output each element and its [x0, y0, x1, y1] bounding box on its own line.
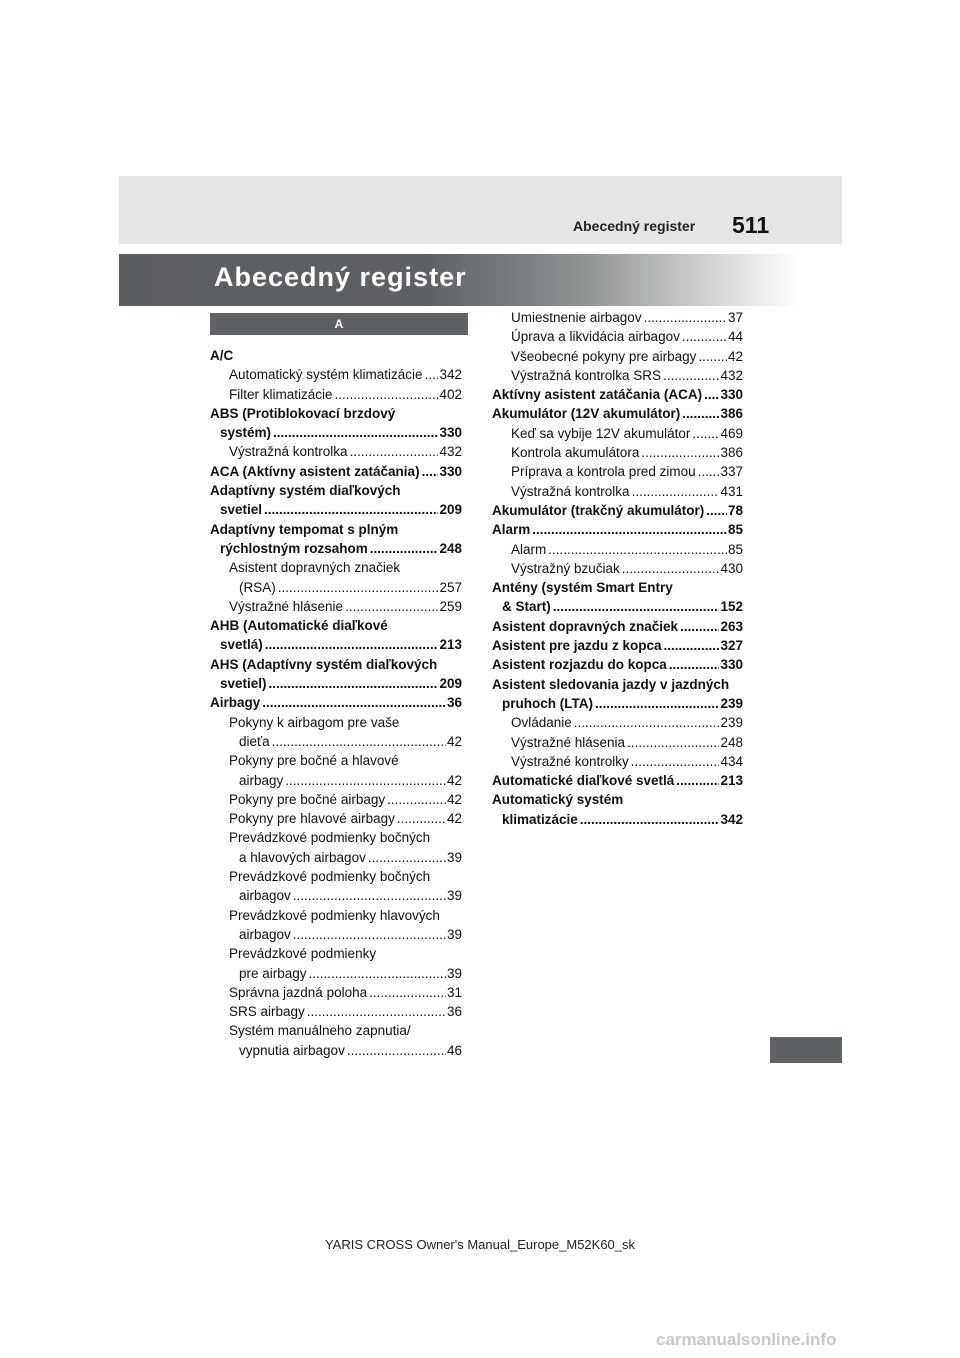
- dot-leader: [368, 848, 446, 867]
- dot-leader: [692, 424, 719, 443]
- index-entry-text: a hlavových airbagov: [239, 848, 367, 867]
- index-entry-text: Automatický systém klimatizácie: [229, 365, 424, 384]
- dot-leader: [704, 385, 719, 404]
- dot-leader: [698, 347, 727, 366]
- index-entry: [210, 751, 462, 770]
- index-entry-page: 36: [446, 695, 462, 711]
- index-entry-page: 239: [720, 695, 743, 711]
- index-entry: [492, 771, 743, 790]
- index-entry: [492, 713, 743, 732]
- index-entry-text: Výstražná kontrolka SRS: [511, 366, 662, 385]
- index-entry-text: Akumulátor (12V akumulátor): [492, 404, 681, 423]
- index-column-left: [210, 346, 462, 1060]
- index-entry-page: 402: [439, 386, 462, 402]
- index-entry-text: (RSA): [239, 578, 277, 597]
- index-entry-page: 209: [439, 502, 462, 518]
- index-entry-page: 213: [439, 637, 462, 653]
- index-entry: [210, 616, 462, 635]
- index-entry-text: systém): [220, 423, 272, 442]
- index-entry-text: ABS (Protiblokovací brzdový: [210, 405, 396, 421]
- index-entry: [492, 404, 743, 423]
- index-entry-page: 430: [720, 560, 743, 576]
- index-entry: [492, 675, 743, 694]
- dot-leader: [264, 500, 438, 519]
- index-entry-text: dieťa: [239, 732, 271, 751]
- index-entry-page: 434: [720, 753, 743, 769]
- index-entry-page: 432: [720, 367, 743, 383]
- index-entry: [210, 404, 462, 423]
- dot-leader: [347, 1041, 446, 1060]
- index-entry: [210, 983, 462, 1002]
- dot-leader: [309, 964, 446, 983]
- index-entry-text: Výstražná kontrolka: [511, 482, 631, 501]
- dot-leader: [335, 385, 439, 404]
- index-entry-text: airbagy: [239, 771, 284, 790]
- index-entry-page: 44: [727, 329, 743, 345]
- page-title: Abecedný register: [214, 262, 467, 292]
- index-entry-text: Pokyny pre bočné a hlavové: [229, 753, 399, 769]
- index-entry: [492, 597, 743, 616]
- index-entry: [210, 886, 462, 905]
- dot-leader: [663, 366, 719, 385]
- index-entry: [492, 752, 743, 771]
- index-entry-page: 152: [720, 599, 743, 615]
- index-entry: [210, 848, 462, 867]
- dot-leader: [278, 578, 439, 597]
- dot-leader: [595, 694, 719, 713]
- index-entry: [210, 365, 462, 384]
- index-entry-text: Systém manuálneho zapnutia/: [229, 1023, 411, 1039]
- dot-leader: [265, 635, 439, 654]
- index-entry-page: 78: [727, 502, 743, 518]
- index-entry: [492, 617, 743, 636]
- index-entry-text: Automatický systém: [492, 792, 624, 808]
- index-entry-page: 342: [439, 367, 462, 383]
- index-entry: [492, 482, 743, 501]
- index-entry-page: 337: [720, 464, 743, 480]
- index-entry-text: Prevádzkové podmienky bočných: [229, 830, 431, 846]
- index-entry-text: AHS (Adaptívny systém diaľkových: [210, 656, 438, 672]
- index-entry: [210, 481, 462, 500]
- index-entry: [210, 1041, 462, 1060]
- index-entry: [210, 462, 462, 481]
- index-entry-text: svetiel): [220, 674, 268, 693]
- dot-leader: [387, 790, 446, 809]
- page-number: 511: [732, 212, 770, 238]
- index-entry-page: 31: [446, 984, 462, 1000]
- index-entry: [210, 809, 462, 828]
- index-entry-page: 39: [446, 888, 462, 904]
- index-entry: [210, 578, 462, 597]
- index-entry-page: 330: [439, 425, 462, 441]
- index-entry: [492, 347, 743, 366]
- watermark: carmanualsonline.info: [656, 1330, 837, 1349]
- index-entry: [210, 1002, 462, 1021]
- index-entry-text: Filter klimatizácie: [229, 385, 334, 404]
- index-entry-text: AHB (Automatické diaľkové: [210, 618, 388, 634]
- dot-leader: [664, 636, 720, 655]
- index-entry-text: Keď sa vybije 12V akumulátor: [511, 424, 691, 443]
- index-entry-text: svetiel: [220, 500, 263, 519]
- dot-leader: [350, 442, 439, 461]
- dot-leader: [682, 327, 727, 346]
- index-entry: [210, 597, 462, 616]
- index-entry-text: Pokyny pre hlavové airbagy: [229, 809, 396, 828]
- index-entry-text: & Start): [502, 597, 552, 616]
- index-entry-page: 330: [720, 657, 743, 673]
- index-entry-page: 386: [720, 445, 743, 461]
- index-entry: [210, 867, 462, 886]
- index-entry-text: rýchlostným rozsahom: [220, 539, 369, 558]
- index-entry-page: 37: [727, 310, 743, 325]
- index-entry-page: 42: [446, 733, 462, 749]
- index-entry-text: klimatizácie: [502, 810, 579, 829]
- index-column-right: [492, 308, 743, 829]
- index-entry: [210, 693, 462, 712]
- dot-leader: [262, 693, 446, 712]
- index-letter-heading: A: [210, 313, 468, 335]
- index-entry-text: Výstražná kontrolka: [229, 442, 349, 461]
- index-entry-page: 42: [446, 791, 462, 807]
- dot-leader: [285, 771, 446, 790]
- index-entry: [492, 636, 743, 655]
- index-entry: [492, 308, 743, 327]
- index-entry-page: 239: [720, 715, 743, 731]
- running-header-title: Abecedný register: [573, 218, 696, 234]
- index-entry-text: vypnutia airbagov: [239, 1041, 346, 1060]
- index-entry-page: 42: [446, 772, 462, 788]
- index-entry-text: Akumulátor (trakčný akumulátor): [492, 501, 705, 520]
- index-entry: [210, 539, 462, 558]
- index-entry-page: 386: [720, 406, 743, 422]
- dot-leader: [641, 443, 719, 462]
- index-entry-text: airbagov: [239, 925, 292, 944]
- dot-leader: [293, 886, 446, 905]
- index-entry: [492, 385, 743, 404]
- index-entry-text: Asistent rozjazdu do kopca: [492, 655, 668, 674]
- index-entry: [210, 713, 462, 732]
- index-entry-text: svetlá): [220, 635, 264, 654]
- index-entry: [210, 944, 462, 963]
- index-entry-page: 42: [446, 811, 462, 827]
- index-entry-page: 432: [439, 444, 462, 460]
- index-entry-text: SRS airbagy: [229, 1002, 306, 1021]
- dot-leader: [632, 482, 720, 501]
- dot-leader: [425, 365, 439, 384]
- index-entry: [492, 424, 743, 443]
- index-entry: [210, 674, 462, 693]
- section-tab: [770, 1037, 842, 1063]
- index-entry-page: 46: [446, 1042, 462, 1058]
- dot-leader: [553, 597, 720, 616]
- index-entry-text: Adaptívny systém diaľkových: [210, 483, 401, 499]
- index-entry: [210, 906, 462, 925]
- index-entry-text: Pokyny k airbagom pre vaše: [229, 714, 400, 730]
- dot-leader: [369, 983, 446, 1002]
- index-entry-text: Výstražné hlásenia: [511, 733, 626, 752]
- index-entry-text: Alarm: [511, 540, 547, 559]
- dot-leader: [397, 809, 446, 828]
- index-entry-text: Umiestnenie airbagov: [511, 308, 643, 327]
- dot-leader: [680, 617, 719, 636]
- index-entry: [210, 423, 462, 442]
- index-entry: [492, 559, 743, 578]
- index-entry-page: 39: [446, 965, 462, 981]
- index-entry: [492, 462, 743, 481]
- index-entry: [210, 925, 462, 944]
- index-entry-text: Asistent pre jazdu z kopca: [492, 636, 663, 655]
- index-entry-text: Kontrola akumulátora: [511, 443, 640, 462]
- index-entry-text: Asistent dopravných značiek: [229, 560, 401, 576]
- index-entry-text: pruhoch (LTA): [502, 694, 594, 713]
- index-entry: [210, 828, 462, 847]
- index-entry: [210, 520, 462, 539]
- dot-leader: [269, 674, 439, 693]
- index-entry: [210, 732, 462, 751]
- index-entry-page: 342: [720, 811, 743, 827]
- dot-leader: [370, 539, 439, 558]
- index-entry: [492, 790, 743, 809]
- dot-leader: [580, 810, 720, 829]
- index-entry-page: 39: [446, 926, 462, 942]
- index-entry: [492, 578, 743, 597]
- index-entry-text: Pokyny pre bočné airbagy: [229, 790, 386, 809]
- index-entry: [210, 442, 462, 461]
- index-entry: [492, 694, 743, 713]
- index-entry: [210, 790, 462, 809]
- index-entry-text: pre airbagy: [239, 964, 308, 983]
- index-entry: [492, 443, 743, 462]
- dot-leader: [669, 655, 720, 674]
- index-entry-page: 248: [439, 540, 462, 556]
- index-entry-text: Výstražný bzučiak: [511, 559, 621, 578]
- index-entry: [210, 385, 462, 404]
- index-entry-page: 330: [439, 463, 462, 479]
- index-entry-text: Prevádzkové podmienky: [229, 946, 377, 962]
- index-entry-text: Adaptívny tempomat s plným: [210, 521, 399, 537]
- index-entry-page: 469: [720, 425, 743, 441]
- index-entry-text: Úprava a likvidácia airbagov: [511, 327, 681, 346]
- index-entry-text: Prevádzkové podmienky bočných: [229, 869, 431, 885]
- index-entry-text: Správna jazdná poloha: [229, 983, 368, 1002]
- index-entry: [210, 771, 462, 790]
- index-entry-page: 85: [727, 541, 743, 557]
- index-entry-text: Automatické diaľkové svetlá: [492, 771, 675, 790]
- index-entry-text: Výstražné hlásenie: [229, 597, 344, 616]
- index-entry: [492, 520, 743, 539]
- dot-leader: [706, 501, 727, 520]
- index-entry: [210, 1021, 462, 1040]
- index-entry: [492, 540, 743, 559]
- dot-leader: [532, 520, 727, 539]
- dot-leader: [622, 559, 720, 578]
- index-entry: [210, 655, 462, 674]
- dot-leader: [644, 308, 727, 327]
- index-entry-text: Aktívny asistent zatáčania (ACA): [492, 385, 703, 404]
- index-entry-page: 42: [727, 348, 743, 364]
- index-entry: [492, 655, 743, 674]
- dot-leader: [631, 752, 720, 771]
- dot-leader: [345, 597, 438, 616]
- index-entry-page: 209: [439, 676, 462, 692]
- index-entry-page: 327: [720, 638, 743, 654]
- index-entry: [210, 635, 462, 654]
- dot-leader: [293, 925, 446, 944]
- index-entry: [492, 810, 743, 829]
- index-entry-text: Všeobecné pokyny pre airbagy: [511, 347, 697, 366]
- dot-leader: [574, 713, 720, 732]
- index-entry: [492, 327, 743, 346]
- index-entry: [210, 346, 462, 365]
- index-entry: [492, 733, 743, 752]
- index-entry-text: Ovládanie: [511, 713, 573, 732]
- index-entry: [492, 501, 743, 520]
- index-entry-page: 85: [727, 522, 743, 538]
- dot-leader: [422, 462, 439, 481]
- index-entry-text: Výstražné kontrolky: [511, 752, 630, 771]
- index-entry-text: Airbagy: [210, 693, 261, 712]
- index-entry: [210, 500, 462, 519]
- index-entry-text: Asistent dopravných značiek: [492, 617, 679, 636]
- dot-leader: [307, 1002, 446, 1021]
- index-entry-text: airbagov: [239, 886, 292, 905]
- index-entry-text: Asistent sledovania jazdy v jazdných: [492, 676, 730, 692]
- index-entry-page: 36: [446, 1004, 462, 1020]
- index-entry-page: 259: [439, 598, 462, 614]
- dot-leader: [698, 462, 720, 481]
- index-entry-page: 263: [720, 618, 743, 634]
- index-entry: [210, 558, 462, 577]
- dot-leader: [273, 423, 438, 442]
- dot-leader: [627, 733, 719, 752]
- index-entry-text: Alarm: [492, 520, 531, 539]
- dot-leader: [682, 404, 719, 423]
- index-entry-page: 257: [439, 579, 462, 595]
- index-entry-text: Prevádzkové podmienky hlavových: [229, 907, 440, 923]
- index-entry-text: Príprava a kontrola pred zimou: [511, 462, 697, 481]
- dot-leader: [272, 732, 446, 751]
- index-entry-page: 330: [720, 387, 743, 403]
- dot-leader: [676, 771, 719, 790]
- index-entry-text: Antény (systém Smart Entry: [492, 580, 673, 596]
- index-entry-page: 248: [720, 734, 743, 750]
- index-entry-text: A/C: [210, 348, 234, 363]
- dot-leader: [548, 540, 727, 559]
- index-entry-text: ACA (Aktívny asistent zatáčania): [210, 462, 421, 481]
- index-entry-page: 431: [720, 483, 743, 499]
- index-entry-page: 213: [720, 773, 743, 789]
- index-entry-page: 39: [446, 849, 462, 865]
- footer-manual-id: YARIS CROSS Owner's Manual_Europe_M52K60_sk: [324, 1237, 636, 1252]
- index-entry: [492, 366, 743, 385]
- index-entry: [210, 964, 462, 983]
